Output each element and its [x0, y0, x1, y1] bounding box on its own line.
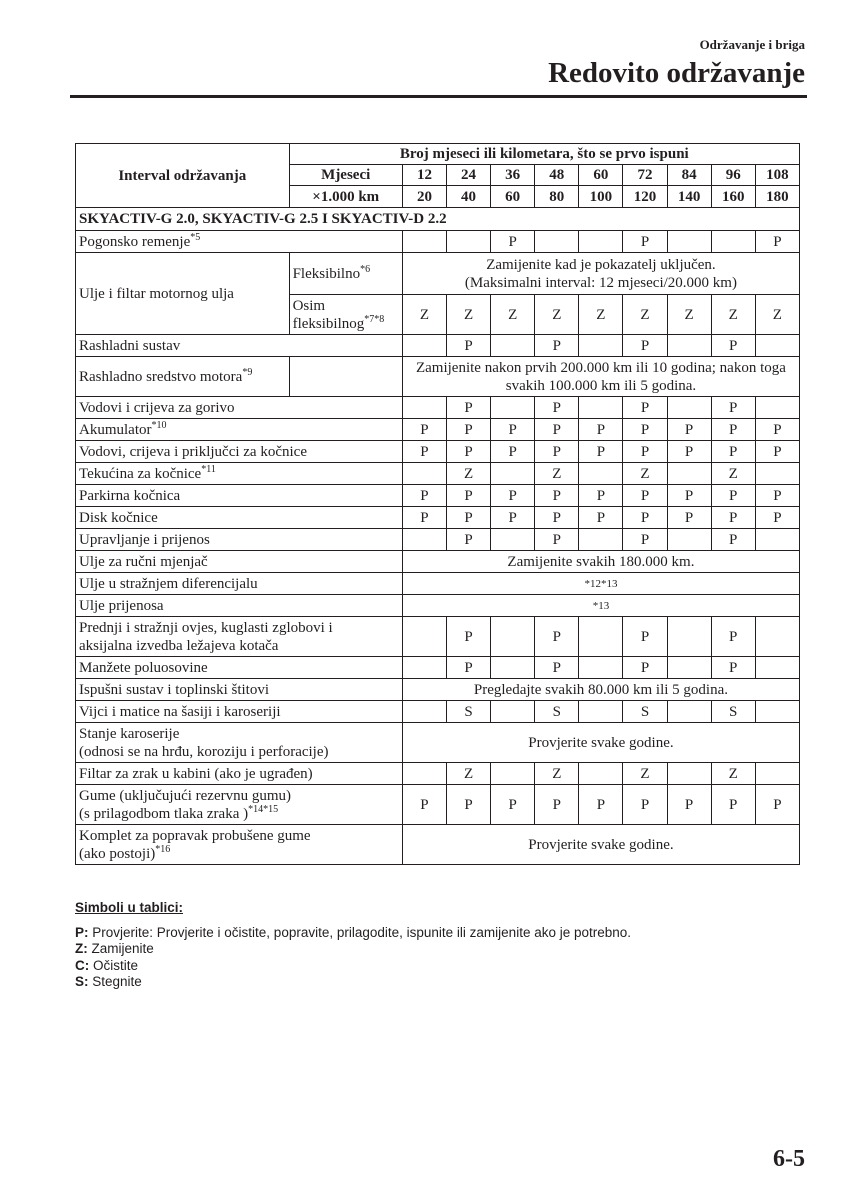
- interval-cell: P: [755, 419, 799, 441]
- table-row: [76, 723, 800, 763]
- km-value: 120: [623, 186, 667, 208]
- interval-cell: P: [402, 419, 446, 441]
- interval-cell: P: [579, 785, 623, 825]
- table-row: [76, 617, 800, 657]
- interval-cell: P: [623, 785, 667, 825]
- note-text: (Maksimalni interval: 12 mjeseci/20.000 km): [464, 274, 737, 291]
- months-value: 36: [491, 165, 535, 186]
- interval-cell: S: [535, 701, 579, 723]
- interval-cell: [579, 763, 623, 785]
- interval-cell: [579, 397, 623, 419]
- interval-cell: P: [535, 419, 579, 441]
- table-row: [76, 507, 800, 529]
- legend-key: P:: [75, 924, 89, 940]
- interval-cell: [579, 657, 623, 679]
- interval-cell: P: [535, 507, 579, 529]
- interval-cell: P: [623, 335, 667, 357]
- footnote-ref: *11: [201, 463, 216, 475]
- interval-cell: P: [755, 785, 799, 825]
- merged-note: [402, 595, 799, 617]
- interval-cell: Z: [711, 295, 755, 335]
- months-value: 96: [711, 165, 755, 186]
- flex-label: [289, 253, 402, 295]
- row-label-text: Stanje karoserije: [79, 725, 180, 742]
- note-text: Provjerite svake godine.: [528, 734, 674, 751]
- interval-cell: [579, 529, 623, 551]
- row-label: [76, 485, 403, 507]
- row-label: [76, 617, 403, 657]
- km-value: 180: [755, 186, 799, 208]
- interval-cell: P: [667, 441, 711, 463]
- interval-cell: P: [711, 657, 755, 679]
- table-row: [76, 573, 800, 595]
- interval-cell: P: [535, 657, 579, 679]
- interval-cell: [447, 231, 491, 253]
- interval-cell: P: [755, 441, 799, 463]
- interval-cell: Z: [579, 295, 623, 335]
- row-label: [76, 397, 403, 419]
- interval-cell: [402, 231, 446, 253]
- interval-cell: Z: [711, 463, 755, 485]
- table-row: [76, 763, 800, 785]
- footnote-ref: *7*8: [364, 313, 385, 325]
- interval-cell: P: [491, 231, 535, 253]
- row-label-text: (s prilagodbom tlaka zraka ): [79, 805, 249, 822]
- interval-cell: P: [711, 441, 755, 463]
- interval-cell: [755, 657, 799, 679]
- footnote-ref: *10: [151, 419, 167, 431]
- interval-cell: P: [711, 419, 755, 441]
- row-label-text: Ulje u stražnjem diferencijalu: [79, 575, 258, 592]
- interval-cell: P: [535, 335, 579, 357]
- row-label: [76, 463, 403, 485]
- interval-cell: [579, 335, 623, 357]
- table-row: [76, 785, 800, 825]
- months-value: 108: [755, 165, 799, 186]
- row-label-text: Pogonsko remenje: [79, 233, 191, 250]
- table-row: [76, 485, 800, 507]
- interval-cell: [579, 463, 623, 485]
- interval-cell: P: [447, 419, 491, 441]
- interval-cell: [491, 657, 535, 679]
- interval-cell: P: [535, 617, 579, 657]
- row-label: [76, 679, 403, 701]
- km-value: 160: [711, 186, 755, 208]
- interval-cell: P: [623, 617, 667, 657]
- interval-cell: [402, 463, 446, 485]
- row-label-text: Komplet za popravak probušene gume: [79, 827, 311, 844]
- interval-cell: [402, 701, 446, 723]
- section-header: Održavanje i briga: [699, 37, 805, 52]
- row-label: [76, 231, 403, 253]
- interval-cell: P: [447, 529, 491, 551]
- interval-cell: P: [491, 419, 535, 441]
- interval-cell: [667, 463, 711, 485]
- table-row: [76, 825, 800, 865]
- note-text: *13: [592, 599, 610, 612]
- km-label: ×1.000 km: [289, 186, 402, 208]
- km-value: 80: [535, 186, 579, 208]
- interval-cell: [667, 617, 711, 657]
- interval-cell: [667, 529, 711, 551]
- interval-cell: Z: [535, 763, 579, 785]
- row-label-text: Gume (uključujući rezervnu gumu): [79, 787, 292, 804]
- row-label: [76, 507, 403, 529]
- interval-cell: P: [491, 485, 535, 507]
- row-label-text: Akumulator: [79, 421, 152, 438]
- interval-cell: P: [579, 441, 623, 463]
- interval-cell: [755, 701, 799, 723]
- table-row: [76, 253, 800, 295]
- interval-cell: P: [402, 507, 446, 529]
- interval-cell: P: [711, 785, 755, 825]
- interval-cell: [491, 397, 535, 419]
- table-row: [76, 551, 800, 573]
- interval-cell: [491, 335, 535, 357]
- legend-key: S:: [75, 974, 89, 989]
- table-row: [76, 595, 800, 617]
- row-label: [76, 595, 403, 617]
- row-label-text: aksijalna izvedba ležajeva kotača: [79, 637, 279, 654]
- interval-cell: P: [623, 529, 667, 551]
- row-label-text: (ako postoji): [79, 845, 156, 862]
- merged-note: [402, 723, 799, 763]
- interval-cell: P: [447, 785, 491, 825]
- page-number: 6-5: [773, 1146, 805, 1172]
- table-row: [76, 441, 800, 463]
- interval-cell: [667, 335, 711, 357]
- interval-cell: P: [579, 507, 623, 529]
- table-row: [76, 679, 800, 701]
- empty-cell: [289, 357, 402, 397]
- months-value: 12: [402, 165, 446, 186]
- interval-cell: [535, 231, 579, 253]
- maintenance-table: [75, 143, 800, 865]
- interval-cell: P: [711, 397, 755, 419]
- interval-cell: P: [711, 335, 755, 357]
- interval-cell: [755, 617, 799, 657]
- row-label: [76, 419, 403, 441]
- interval-cell: P: [402, 441, 446, 463]
- interval-cell: P: [402, 785, 446, 825]
- interval-cell: Z: [535, 463, 579, 485]
- interval-cell: P: [623, 419, 667, 441]
- row-label-text: Tekućina za kočnice: [79, 465, 202, 482]
- row-label-text: Vodovi, crijeva i priključci za kočnice: [79, 443, 307, 460]
- interval-cell: P: [535, 485, 579, 507]
- row-label: [76, 551, 403, 573]
- interval-cell: P: [447, 617, 491, 657]
- interval-cell: [755, 463, 799, 485]
- interval-cell: [491, 463, 535, 485]
- legend-item: [75, 974, 631, 991]
- interval-cell: [579, 617, 623, 657]
- note-text: svakih 100.000 km ili 5 godina.: [505, 377, 697, 394]
- interval-cell: [755, 335, 799, 357]
- interval-cell: P: [447, 507, 491, 529]
- group-header: Broj mjeseci ili kilometara, što se prvo ispuni: [289, 144, 799, 165]
- legend-item: [75, 925, 631, 942]
- interval-cell: [491, 617, 535, 657]
- table-row: [76, 701, 800, 723]
- interval-cell: P: [535, 785, 579, 825]
- interval-cell: [402, 397, 446, 419]
- interval-cell: [667, 231, 711, 253]
- km-value: 100: [579, 186, 623, 208]
- months-label: Mjeseci: [289, 165, 402, 186]
- interval-cell: P: [447, 335, 491, 357]
- flex-label-text: Fleksibilno: [292, 265, 361, 282]
- footnote-ref: *16: [155, 843, 171, 855]
- interval-cell: [491, 763, 535, 785]
- interval-cell: P: [491, 785, 535, 825]
- interval-cell: P: [667, 419, 711, 441]
- interval-cell: P: [623, 397, 667, 419]
- legend-text: Zamijenite: [87, 941, 154, 956]
- interval-cell: Z: [623, 463, 667, 485]
- interval-cell: [755, 763, 799, 785]
- note-text: Zamijenite nakon prvih 200.000 km ili 10 godina; nakon toga: [415, 359, 786, 376]
- note-text: Zamijenite kad je pokazatelj uključen.: [486, 256, 716, 273]
- table-row: [76, 397, 800, 419]
- interval-cell: [402, 617, 446, 657]
- table-row: [76, 357, 800, 397]
- interval-cell: Z: [711, 763, 755, 785]
- table-row: [76, 529, 800, 551]
- row-label: [76, 357, 290, 397]
- interval-cell: P: [535, 397, 579, 419]
- interval-cell: P: [667, 485, 711, 507]
- row-label-text: Ulje prijenosa: [79, 597, 164, 614]
- legend-text: Provjerite: Provjerite i očistite, popravite, prilagodite, ispunite ili zamijenite ako je potrebno.: [88, 924, 632, 940]
- interval-cell: P: [711, 529, 755, 551]
- row-label: [76, 701, 403, 723]
- note-text: Zamijenite svakih 180.000 km.: [507, 553, 695, 570]
- interval-cell: S: [711, 701, 755, 723]
- interval-cell: P: [667, 507, 711, 529]
- table-row: [76, 657, 800, 679]
- interval-cell: Z: [447, 295, 491, 335]
- row-label-text: Manžete poluosovine: [79, 659, 208, 676]
- row-label: [76, 441, 403, 463]
- row-label: [76, 657, 403, 679]
- row-label-text: Prednji i stražnji ovjes, kuglasti zglobovi i: [79, 619, 333, 636]
- interval-cell: Z: [667, 295, 711, 335]
- footnote-ref: *5: [190, 231, 201, 243]
- months-value: 84: [667, 165, 711, 186]
- row-label-text: Ispušni sustav i toplinski štitovi: [79, 681, 270, 698]
- row-label: Ulje i filtar motornog ulja: [76, 253, 290, 335]
- interval-cell: P: [447, 441, 491, 463]
- footnote-ref: *6: [360, 263, 371, 275]
- table-row: [76, 231, 800, 253]
- row-label: [76, 763, 403, 785]
- interval-cell: S: [447, 701, 491, 723]
- interval-cell: P: [623, 657, 667, 679]
- interval-cell: P: [711, 617, 755, 657]
- interval-cell: P: [623, 441, 667, 463]
- legend-text: Stegnite: [88, 974, 142, 989]
- interval-cell: Z: [623, 295, 667, 335]
- legend-key: C:: [75, 957, 90, 973]
- legend-text: Očistite: [89, 957, 139, 973]
- other-label: [289, 295, 402, 335]
- interval-cell: P: [755, 507, 799, 529]
- km-value: 40: [447, 186, 491, 208]
- interval-cell: P: [579, 485, 623, 507]
- interval-cell: P: [711, 507, 755, 529]
- legend-title: Simboli u tablici:: [75, 900, 184, 915]
- interval-cell: P: [623, 231, 667, 253]
- interval-cell: Z: [535, 295, 579, 335]
- interval-cell: P: [535, 441, 579, 463]
- interval-cell: [491, 529, 535, 551]
- note-text: Provjerite svake godine.: [528, 836, 674, 853]
- interval-cell: P: [402, 485, 446, 507]
- months-value: 60: [579, 165, 623, 186]
- row-label: [76, 335, 403, 357]
- row-label-text: Parkirna kočnica: [79, 487, 181, 504]
- engine-section: SKYACTIV-G 2.0, SKYACTIV-G 2.5 I SKYACTIV-D 2.2: [76, 208, 800, 231]
- interval-cell: P: [623, 485, 667, 507]
- interval-cell: [667, 397, 711, 419]
- row-label-text: Disk kočnice: [79, 509, 158, 526]
- row-label-text: Upravljanje i prijenos: [79, 531, 210, 548]
- row-label-text: Vijci i matice na šasiji i karoseriji: [79, 703, 281, 720]
- title-rule: [70, 95, 807, 98]
- row-label-text: Filtar za zrak u kabini (ako je ugrađen): [79, 765, 313, 782]
- interval-cell: Z: [623, 763, 667, 785]
- note-text: *12*13: [584, 577, 618, 590]
- interval-cell: Z: [491, 295, 535, 335]
- page-title: Redovito održavanje: [548, 57, 805, 89]
- row-label: [76, 785, 403, 825]
- interval-cell: [711, 231, 755, 253]
- legend-key: Z:: [75, 941, 88, 956]
- row-label-text: Vodovi i crijeva za gorivo: [79, 399, 235, 416]
- interval-cell: [402, 529, 446, 551]
- row-label-text: Rashladni sustav: [79, 337, 181, 354]
- interval-cell: Z: [755, 295, 799, 335]
- section-row: [76, 208, 800, 231]
- interval-cell: [402, 763, 446, 785]
- interval-cell: [402, 657, 446, 679]
- interval-cell: Z: [447, 463, 491, 485]
- row-label-text: (odnosi se na hrđu, koroziju i perforacije): [79, 743, 329, 760]
- interval-cell: P: [447, 657, 491, 679]
- interval-cell: [579, 701, 623, 723]
- table-row: [76, 419, 800, 441]
- interval-cell: P: [755, 485, 799, 507]
- other-label-text: fleksibilnog: [292, 315, 365, 332]
- km-value: 60: [491, 186, 535, 208]
- km-value: 140: [667, 186, 711, 208]
- merged-note: [402, 825, 799, 865]
- interval-cell: P: [491, 441, 535, 463]
- row-label-text: Ulje za ručni mjenjač: [79, 553, 208, 570]
- interval-cell: P: [755, 231, 799, 253]
- row-label: [76, 573, 403, 595]
- table-row: [76, 335, 800, 357]
- interval-cell: P: [711, 485, 755, 507]
- interval-cell: P: [535, 529, 579, 551]
- row-label-text: Rashladno sredstvo motora: [79, 368, 243, 385]
- km-value: 20: [402, 186, 446, 208]
- note-text: Pregledajte svakih 80.000 km ili 5 godina.: [473, 681, 729, 698]
- months-value: 24: [447, 165, 491, 186]
- interval-cell: Z: [447, 763, 491, 785]
- row-label: [76, 723, 403, 763]
- interval-cell: [667, 763, 711, 785]
- interval-cell: P: [491, 507, 535, 529]
- interval-cell: S: [623, 701, 667, 723]
- table-row: [76, 463, 800, 485]
- interval-cell: P: [667, 785, 711, 825]
- footnote-ref: *9: [242, 366, 253, 378]
- interval-cell: P: [447, 397, 491, 419]
- interval-cell: [491, 701, 535, 723]
- interval-cell: [667, 701, 711, 723]
- row-label: [76, 825, 403, 865]
- footnote-ref: *14*15: [248, 803, 279, 815]
- header-row: [76, 144, 800, 165]
- legend-item: [75, 941, 631, 958]
- interval-cell: [579, 231, 623, 253]
- interval-cell: P: [623, 507, 667, 529]
- interval-cell: Z: [402, 295, 446, 335]
- merged-note: [402, 551, 799, 573]
- legend-item: [75, 958, 631, 975]
- legend: [75, 900, 631, 991]
- interval-cell: [755, 529, 799, 551]
- merged-note: [402, 573, 799, 595]
- other-label-text: Osim: [292, 297, 326, 314]
- months-value: 72: [623, 165, 667, 186]
- interval-cell: P: [447, 485, 491, 507]
- merged-note: [402, 357, 799, 397]
- months-value: 48: [535, 165, 579, 186]
- merged-note: [402, 679, 799, 701]
- merged-note: [402, 253, 799, 295]
- interval-header: Interval održavanja: [76, 144, 290, 208]
- row-label: [76, 529, 403, 551]
- interval-cell: [667, 657, 711, 679]
- interval-cell: [402, 335, 446, 357]
- interval-cell: [755, 397, 799, 419]
- interval-cell: P: [579, 419, 623, 441]
